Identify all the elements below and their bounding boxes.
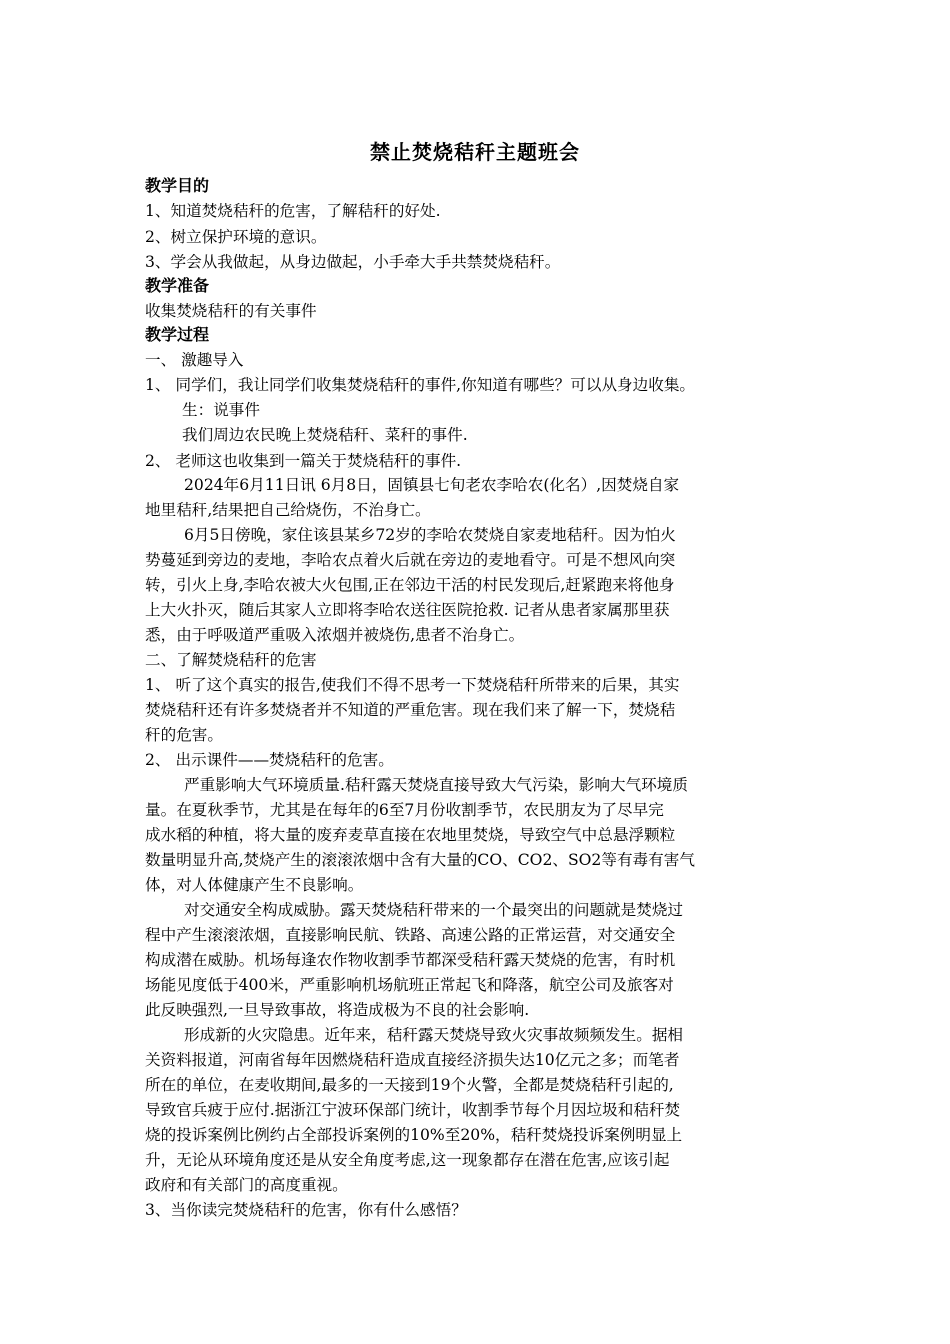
- paragraph-line: 数量明显升高,焚烧产生的滚滚浓烟中含有大量的CO、CO2、SO2等有毒有害气: [145, 851, 695, 869]
- paragraph-line: 程中产生滚滚浓烟，直接影响民航、铁路、高速公路的正常运营，对交通安全: [145, 926, 676, 944]
- paragraph-line: 3、当你读完焚烧秸秆的危害，你有什么感悟？: [145, 1201, 467, 1219]
- paragraph-line: 二、了解焚烧秸秆的危害: [145, 651, 317, 669]
- paragraph-line: 升，无论从环境角度还是从安全角度考虑,这一现象都存在潜在危害,应该引起: [145, 1151, 670, 1169]
- paragraph-line: 导致官兵疲于应付.据浙江宁波环保部门统计，收割季节每个月因垃圾和秸秆焚: [145, 1101, 681, 1119]
- heading-objectives: 教学目的: [145, 176, 210, 195]
- paragraph-line: 6月5日傍晚，家住该县某乡72岁的李哈农焚烧自家麦地秸秆。因为怕火: [184, 526, 676, 544]
- paragraph-line: 秆的危害。: [145, 726, 223, 744]
- paragraph-line: 烧的投诉案例比例约占全部投诉案例的10%至20%，秸秆焚烧投诉案例明显上: [145, 1126, 683, 1144]
- paragraph-line: 悉，由于呼吸道严重吸入浓烟并被烧伤,患者不治身亡。: [145, 626, 525, 644]
- paragraph-line: 形成新的火灾隐患。近年来，秸秆露天焚烧导致火灾事故频频发生。据相: [184, 1026, 684, 1044]
- paragraph-line: 转，引火上身,李哈农被大火包围,正在邻边干活的村民发现后,赶紧跑来将他身: [145, 576, 675, 594]
- paragraph-line: 量。在夏秋季节，尤其是在每年的6至7月份收割季节，农民朋友为了尽早完: [145, 801, 664, 819]
- objective-3: 3、学会从我做起，从身边做起，小手牵大手共禁焚烧秸秆。: [145, 253, 561, 271]
- paragraph-line: 2024年6月11日讯 6月8日，固镇县七旬老农李哈农(化名）,因焚烧自家: [184, 476, 680, 494]
- paragraph-line: 构成潜在威胁。机场每逢农作物收割季节都深受秸秆露天焚烧的危害，有时机: [145, 951, 676, 969]
- paragraph-line: 1、 同学们，我让同学们收集焚烧秸秆的事件,你知道有哪些？可以从身边收集。: [145, 376, 696, 394]
- paragraph-line: 场能见度低于400米，严重影响机场航班正常起飞和降落，航空公司及旅客对: [145, 976, 674, 994]
- paragraph-line: 严重影响大气环境质量.秸秆露天焚烧直接导致大气污染，影响大气环境质: [184, 776, 688, 794]
- paragraph-line: 1、 听了这个真实的报告,使我们不得不思考一下焚烧秸秆所带来的后果，其实: [145, 676, 680, 694]
- paragraph-line: 2、 老师这也收集到一篇关于焚烧秸秆的事件.: [145, 452, 462, 470]
- paragraph-line: 此反映强烈,一旦导致事故，将造成极为不良的社会影响.: [145, 1001, 530, 1019]
- paragraph-line: 地里秸秆,结果把自己给烧伤，不治身亡。: [145, 501, 431, 519]
- preparation-text: 收集焚烧秸秆的有关事件: [145, 302, 317, 320]
- paragraph-line: 我们周边农民晚上焚烧秸秆、菜秆的事件.: [182, 426, 468, 444]
- paragraph-line: 政府和有关部门的高度重视。: [145, 1176, 348, 1194]
- objective-2: 2、树立保护环境的意识。: [145, 228, 327, 246]
- paragraph-line: 对交通安全构成威胁。露天焚烧秸秆带来的一个最突出的问题就是焚烧过: [184, 901, 684, 919]
- heading-process: 教学过程: [145, 325, 210, 344]
- paragraph-line: 势蔓延到旁边的麦地，李哈农点着火后就在旁边的麦地看守。可是不想风向突: [145, 551, 676, 569]
- paragraph-line: 一、 激趣导入: [145, 351, 244, 369]
- paragraph-line: 关资料报道，河南省每年因燃烧秸秆造成直接经济损失达10亿元之多；而笔者: [145, 1051, 680, 1069]
- heading-preparation: 教学准备: [145, 276, 210, 295]
- paragraph-line: 生：说事件: [182, 401, 260, 419]
- paragraph-line: 成水稻的种植，将大量的废弃麦草直接在农地里焚烧，导致空气中总悬浮颗粒: [145, 826, 676, 844]
- paragraph-line: 焚烧秸秆还有许多焚烧者并不知道的严重危害。现在我们来了解一下，焚烧秸: [145, 701, 676, 719]
- paragraph-line: 体，对人体健康产生不良影响。: [145, 876, 364, 894]
- paragraph-line: 2、 出示课件——焚烧秸秆的危害。: [145, 751, 394, 769]
- paragraph-line: 所在的单位，在麦收期间,最多的一天接到19个火警，全都是焚烧秸秆引起的,: [145, 1076, 674, 1094]
- objective-1: 1、知道焚烧秸秆的危害，了解秸秆的好处.: [145, 202, 441, 220]
- paragraph-line: 上大火扑灭，随后其家人立即将李哈农送往医院抢救. 记者从患者家属那里获: [145, 601, 670, 619]
- page-title: 禁止焚烧秸秆主题班会: [370, 140, 580, 164]
